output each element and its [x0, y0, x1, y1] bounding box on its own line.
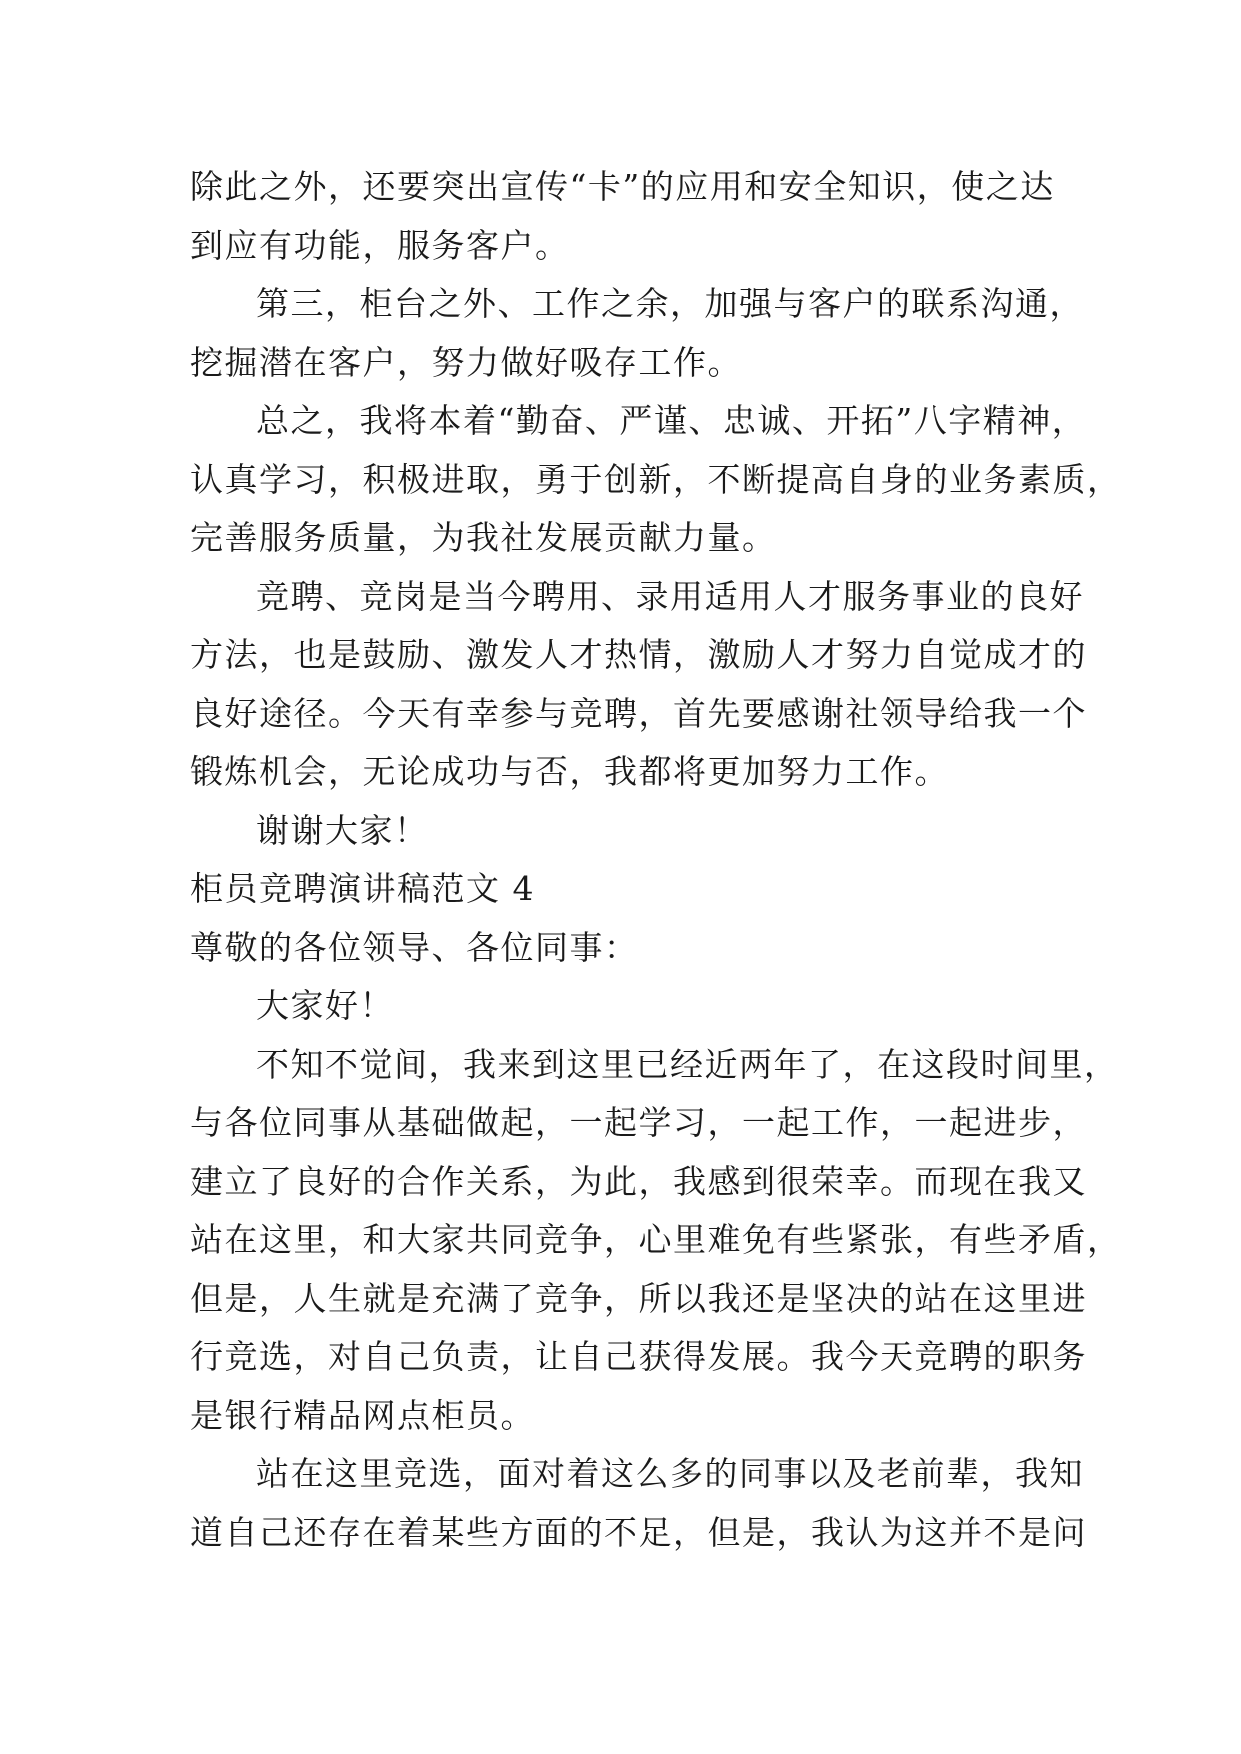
text-line: 道自己还存在着某些方面的不足，但是，我认为这并不是问 [190, 1512, 1087, 1552]
text-line: 建立了良好的合作关系，为此，我感到很荣幸。而现在我又 [190, 1161, 1087, 1201]
text-line: 除此之外，还要突出宣传“卡”的应用和安全知识，使之达 [190, 167, 1055, 206]
text-line: 锻炼机会，无论成功与否，我都将更加努力工作。 [190, 752, 949, 791]
text-line: 完善服务质量，为我社发展贡献力量。 [190, 518, 777, 557]
text-line: 站在这里，和大家共同竞争，心里难免有些紧张，有些矛盾， [190, 1220, 1122, 1259]
text-line: 总之，我将本着“勤奋、严谨、忠诚、开拓”八字精神， [256, 401, 1087, 440]
text-line: 但是，人生就是充满了竞争，所以我还是坚决的站在这里进 [190, 1278, 1087, 1318]
text-line: 竞聘、竞岗是当今聘用、录用适用人才服务事业的良好 [256, 576, 1084, 616]
text-line: 挖掘潜在客户，努力做好吸存工作。 [190, 342, 742, 382]
text-line: 谢谢大家！ [256, 810, 429, 850]
text-line: 方法，也是鼓励、激发人才热情，激励人才努力自觉成才的 [190, 635, 1087, 674]
text-line: 站在这里竞选，面对着这么多的同事以及老前辈，我知 [256, 1454, 1084, 1493]
text-line: 认真学习，积极进取，勇于创新，不断提高自身的业务素质， [190, 459, 1122, 499]
salutation: 尊敬的各位领导、各位同事： [190, 927, 639, 967]
text-line: 是银行精品网点柜员。 [190, 1395, 535, 1435]
section-heading: 柜员竞聘演讲稿范文 4 [190, 869, 535, 908]
text-line: 到应有功能，服务客户。 [190, 225, 570, 265]
document-body [190, 158, 1122, 1562]
text-line: 不知不觉间，我来到这里已经近两年了，在这段时间里， [256, 1044, 1119, 1084]
text-line: 与各位同事从基础做起，一起学习，一起工作，一起进步， [190, 1103, 1087, 1142]
text-line: 行竞选，对自己负责，让自己获得发展。我今天竞聘的职务 [190, 1337, 1087, 1376]
greeting: 大家好！ [256, 986, 394, 1025]
text-line: 良好途径。今天有幸参与竞聘，首先要感谢社领导给我一个 [190, 693, 1087, 733]
text-line: 第三，柜台之外、工作之余，加强与客户的联系沟通， [256, 284, 1084, 323]
